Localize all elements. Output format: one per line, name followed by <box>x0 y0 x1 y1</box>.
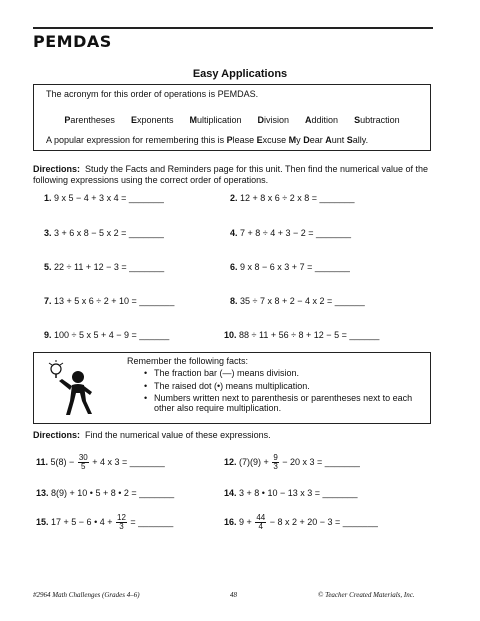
acronym-terms <box>34 115 430 125</box>
problem-8: 8. 35 ÷ 7 x 8 + 2 − 4 x 2 = ______ <box>230 296 365 306</box>
section-subtitle: Easy Applications <box>192 68 288 80</box>
top-rule <box>33 27 433 29</box>
fact-item: • Numbers written next to parenthesis or parentheses next to each other also require multiplication. <box>144 393 424 413</box>
acronym-box <box>33 84 431 151</box>
problem-3: 3. 3 + 6 x 8 − 5 x 2 = _______ <box>44 228 164 238</box>
term-multiplication: Multiplication <box>189 115 242 125</box>
problem-5: 5. 22 ÷ 11 + 12 − 3 = _______ <box>44 262 165 272</box>
problem-6: 6. 9 x 8 − 6 x 3 + 7 = _______ <box>230 262 350 272</box>
fraction: $\frac{30}{5}$ <box>78 453 88 471</box>
footer-page-number: 48 <box>230 591 237 599</box>
problem-4: 4. 7 + 8 ÷ 4 + 3 − 2 = _______ <box>230 228 352 238</box>
term-division: Division <box>257 115 290 125</box>
term-subtraction: Subtraction <box>354 115 400 125</box>
problem-15: 15. 17 + 5 − 6 • 4 + $\frac{12}{3}$ = _______ <box>36 513 174 531</box>
acronym-line: The acronym for this order of operations is PEMDAS. <box>46 89 259 99</box>
term-addition: Addition <box>305 115 339 125</box>
term-exponents: Exponents <box>130 115 174 125</box>
problem-12: 12. (7)(9) + $\frac{9}{3}$ − 20 x 3 = _______ <box>224 453 360 471</box>
directions-1: Directions: Study the Facts and Reminders page for this unit. Then find the numerical value of the following expressions using the correct order of operations. <box>33 164 429 185</box>
fraction: $\frac{44}{4}$ <box>256 513 266 531</box>
problem-14: 14. 3 + 8 • 10 − 13 x 3 = _______ <box>224 488 358 498</box>
problem-13: 13. 8(9) + 10 • 5 + 8 • 2 = _______ <box>36 488 175 498</box>
footer-book-title: #2964 Math Challenges (Grades 4–6) <box>33 591 140 599</box>
fact-item: • The fraction bar (—) means division. <box>144 367 424 380</box>
fraction: $\frac{9}{3}$ <box>273 453 278 471</box>
problem-7: 7. 13 + 5 x 6 ÷ 2 + 10 = _______ <box>44 296 175 306</box>
facts-box <box>33 352 431 424</box>
mnemonic-line: A popular expression for remembering this is Please Excuse My Dear Aunt Sally. <box>46 135 369 145</box>
problem-2: 2. 12 + 8 x 6 ÷ 2 x 8 = _______ <box>230 193 355 203</box>
thinking-person-icon <box>44 359 104 419</box>
fact-item: • The raised dot (•) means multiplication. <box>144 380 424 393</box>
page-title: PEMDAS <box>33 32 112 51</box>
directions-2: Directions: Find the numerical value of these expressions. <box>33 430 271 440</box>
footer-copyright: © Teacher Created Materials, Inc. <box>318 591 415 599</box>
problem-10: 10. 88 ÷ 11 + 56 ÷ 8 + 12 − 5 = ______ <box>224 330 380 340</box>
problem-11: 11. 5(8) − $\frac{30}{5}$ + 4 x 3 = _______ <box>36 453 165 471</box>
term-parentheses: Parentheses <box>64 115 115 125</box>
problem-9: 9. 100 ÷ 5 x 5 + 4 − 9 = ______ <box>44 330 170 340</box>
facts-heading: Remember the following facts: <box>127 356 249 366</box>
problem-1: 1. 9 x 5 − 4 + 3 x 4 = _______ <box>44 193 164 203</box>
facts-list <box>144 367 424 413</box>
problem-16: 16. 9 + $\frac{44}{4}$ − 8 x 2 + 20 − 3 = _______ <box>224 513 378 531</box>
fraction: $\frac{12}{3}$ <box>117 513 126 531</box>
